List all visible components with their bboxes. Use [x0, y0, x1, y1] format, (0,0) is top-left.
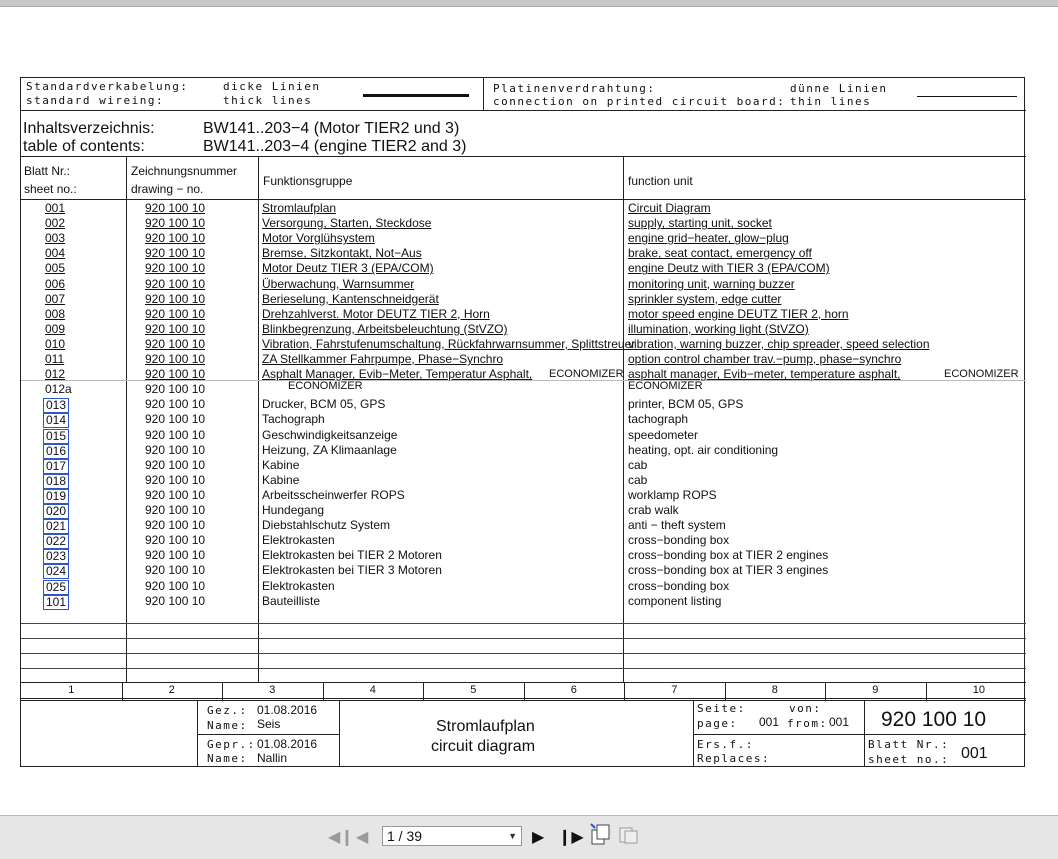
row-function-unit: motor speed engine DEUTZ TIER 2, horn	[628, 306, 849, 321]
row-sheet-number: 007	[45, 291, 66, 306]
row-function-group: Motor Deutz TIER 3 (EPA/COM)	[262, 261, 434, 276]
row-drawing-number: 920 100 10	[145, 548, 206, 563]
row-function-group: Blinkbegrenzung, Arbeitsbeleuchtung (StVZO)	[262, 321, 508, 336]
economizer-en-next: ECONOMIZER	[628, 380, 703, 392]
replaces-label-de: Ers.f.:	[697, 738, 754, 751]
row-drawing-number: 920 100 10	[145, 336, 206, 351]
row-function-unit: crab walk	[628, 503, 679, 517]
row-function-unit: engine Deutz with TIER 3 (EPA/COM)	[628, 261, 830, 276]
sheet-value: 001	[961, 745, 988, 762]
row-drawing-number: 920 100 10	[145, 352, 206, 366]
row-function-group: Elektrokasten	[262, 578, 335, 593]
row-sheet-number: 006	[45, 276, 66, 291]
row-function-unit: asphalt manager, Evib−meter, temperature asphalt,	[628, 367, 901, 382]
row-function-group: Berieselung, Kantenschneidgerät	[262, 291, 439, 306]
row-function-unit: speedometer	[628, 427, 699, 442]
page-value: 001	[759, 715, 780, 729]
viewer-toolbar	[0, 815, 1058, 859]
row-function-group: Überwachung, Warnsummer	[262, 276, 415, 291]
row-function-unit: option control chamber trav.−pump, phase−synchro	[628, 352, 902, 366]
row-function-unit: brake, seat contact, emergency off	[628, 246, 812, 261]
row-function-group: Diebstahlschutz System	[262, 518, 391, 533]
thick-lines-label-en: thick lines	[223, 94, 313, 107]
row-function-unit: cross−bonding box	[628, 578, 730, 593]
page-label-en: page:	[697, 717, 738, 730]
grid-number: 10	[972, 684, 985, 696]
row-sheet-number: 012a	[45, 382, 72, 397]
row-function-group: Tachograph	[262, 412, 325, 427]
row-sheet-number: 022	[43, 534, 69, 549]
row-sheet-number: 019	[43, 489, 69, 504]
drawn-name: Seis	[257, 717, 281, 731]
row-function-group: Heizung, ZA Klimaanlage	[262, 442, 397, 457]
row-drawing-number: 920 100 10	[145, 321, 206, 336]
row-function-unit: cross−bonding box at TIER 3 engines	[628, 563, 829, 578]
row-drawing-number: 920 100 10	[145, 518, 206, 533]
col-drawing-de: Zeichnungsnummer	[131, 164, 238, 178]
row-sheet-number: 011	[45, 352, 65, 366]
thin-line-sample	[917, 96, 1017, 97]
row-drawing-number: 920 100 10	[145, 397, 206, 412]
row-function-unit: worklamp ROPS	[628, 487, 717, 502]
row-drawing-number: 920 100 10	[145, 201, 206, 215]
row-function-unit: illumination, working light (StVZO)	[628, 321, 809, 336]
checked-label-de: Gepr.:	[207, 738, 256, 751]
toc-title-de: BW141..203−4 (Motor TIER2 und 3)	[203, 120, 460, 137]
toc-label-en: table of contents:	[23, 138, 145, 155]
replaces-label-en: Replaces:	[697, 752, 771, 765]
export-icon[interactable]	[617, 822, 639, 850]
diagram-title-de: Stromlaufplan	[436, 718, 535, 735]
schematic-sheet	[20, 77, 1025, 767]
row-function-unit: cab	[628, 472, 648, 487]
row-function-unit: anti − theft system	[628, 518, 726, 533]
standard-wiring-label-de: Standardverkabelung:	[26, 80, 189, 93]
row-function-group: Vibration, Fahrstufenumschaltung, Rückfahrwarnsummer, Splittstreuer	[262, 336, 636, 351]
row-function-group: Bauteilliste	[262, 593, 321, 608]
row-drawing-number: 920 100 10	[145, 503, 206, 517]
row-function-unit: cab	[628, 457, 648, 472]
row-drawing-number: 920 100 10	[145, 427, 206, 442]
row-sheet-number: 101	[43, 595, 69, 610]
row-function-group: Geschwindigkeitsanzeige	[262, 427, 398, 442]
standard-wiring-label-en: standard wireing:	[26, 94, 165, 107]
col-function-unit: function unit	[628, 174, 693, 188]
economizer-de-inline: ECONOMIZER	[549, 368, 624, 380]
row-sheet-number: 020	[43, 504, 69, 519]
of-label-en: from:	[787, 717, 828, 730]
row-sheet-number: 009	[45, 321, 66, 336]
grid-number: 1	[68, 684, 75, 696]
row-sheet-number: 004	[45, 246, 66, 261]
row-drawing-number: 920 100 10	[145, 246, 206, 261]
drawn-label-en: Name:	[207, 719, 248, 732]
row-function-group: Elektrokasten bei TIER 2 Motoren	[262, 548, 442, 563]
pcb-wiring-label-en: connection on printed circuit board:	[493, 95, 786, 108]
pcb-wiring-label-de: Platinenverdrahtung:	[493, 82, 656, 95]
row-drawing-number: 920 100 10	[145, 578, 206, 593]
economizer-en-inline: ECONOMIZER	[944, 368, 1019, 380]
row-drawing-number: 920 100 10	[145, 382, 206, 397]
first-page-icon[interactable]: ◀❙	[328, 829, 354, 846]
grid-number: 8	[771, 684, 778, 696]
row-function-unit: vibration, warning buzzer, chip spreader, speed selection	[628, 336, 930, 351]
row-drawing-number: 920 100 10	[145, 231, 206, 246]
of-label-de: von:	[789, 702, 822, 715]
page-select[interactable]	[382, 826, 522, 846]
row-drawing-number: 920 100 10	[145, 563, 206, 578]
row-sheet-number: 014	[43, 413, 69, 428]
thick-line-sample	[363, 94, 469, 97]
row-drawing-number: 920 100 10	[145, 442, 206, 457]
grid-number: 9	[872, 684, 879, 696]
col-function-group: Funktionsgruppe	[263, 174, 353, 188]
drawn-date: 01.08.2016	[257, 703, 318, 717]
row-drawing-number: 920 100 10	[145, 412, 206, 427]
checked-date: 01.08.2016	[257, 737, 318, 751]
row-function-unit: monitoring unit, warning buzzer	[628, 276, 795, 291]
last-page-icon[interactable]: ❙▶	[558, 829, 584, 846]
col-sheet-en: sheet no.:	[24, 182, 77, 196]
row-function-unit: Circuit Diagram	[628, 201, 711, 215]
grid-number: 4	[369, 684, 376, 696]
row-sheet-number: 021	[43, 519, 69, 534]
row-function-unit: heating, opt. air conditioning	[628, 442, 779, 457]
row-sheet-number: 023	[43, 549, 69, 564]
page-label-de: Seite:	[697, 702, 746, 715]
row-sheet-number: 025	[43, 580, 69, 595]
row-function-group: ZA Stellkammer Fahrpumpe, Phase−Synchro	[262, 352, 504, 366]
row-drawing-number: 920 100 10	[145, 261, 206, 276]
row-function-group: Kabine	[262, 457, 300, 472]
row-function-group: Asphalt Manager, Evib−Meter, Temperatur Asphalt,	[262, 367, 533, 382]
diagram-title-en: circuit diagram	[431, 738, 536, 755]
toc-title-en: BW141..203−4 (engine TIER2 and 3)	[203, 138, 467, 155]
row-sheet-number: 017	[43, 459, 69, 474]
row-sheet-number: 018	[43, 474, 69, 489]
row-function-unit: tachograph	[628, 412, 689, 427]
checked-name: Nallin	[257, 751, 288, 765]
row-sheet-number: 008	[45, 306, 66, 321]
drawing-number: 920 100 10	[881, 708, 987, 731]
row-drawing-number: 920 100 10	[145, 367, 206, 382]
row-drawing-number: 920 100 10	[145, 291, 206, 306]
row-sheet-number: 003	[45, 231, 66, 246]
drawn-label-de: Gez.:	[207, 704, 248, 717]
row-function-unit: sprinkler system, edge cutter	[628, 291, 782, 306]
row-drawing-number: 920 100 10	[145, 533, 206, 548]
row-function-unit: supply, starting unit, socket	[628, 216, 772, 231]
row-function-group: Drehzahlverst. Motor DEUTZ TIER 2, Horn	[262, 306, 490, 321]
chevron-down-icon: ▼	[508, 831, 517, 841]
row-sheet-number: 012	[45, 367, 66, 382]
row-sheet-number: 015	[43, 429, 69, 444]
row-function-unit: printer, BCM 05, GPS	[628, 397, 744, 412]
grid-number: 5	[470, 684, 477, 696]
col-sheet-de: Blatt Nr.:	[24, 164, 71, 178]
previous-page-icon[interactable]: ◀	[356, 829, 369, 846]
page-layout-icon[interactable]	[589, 822, 611, 850]
sheet-label-en: sheet no.:	[868, 753, 950, 766]
row-function-group: Elektrokasten bei TIER 3 Motoren	[262, 563, 442, 578]
thin-lines-label-en: thin lines	[790, 95, 872, 108]
next-page-icon[interactable]: ▶	[532, 829, 545, 846]
row-function-group: Bremse, Sitzkontakt, Not−Aus	[262, 246, 422, 261]
row-sheet-number: 016	[43, 444, 69, 459]
row-sheet-number: 013	[43, 398, 69, 413]
of-value: 001	[829, 715, 850, 729]
row-sheet-number: 001	[45, 201, 66, 215]
row-function-unit: cross−bonding box	[628, 533, 730, 548]
economizer-de-next: ECONOMIZER	[288, 380, 363, 392]
row-sheet-number: 005	[45, 261, 66, 276]
row-function-unit: engine grid−heater, glow−plug	[628, 231, 789, 246]
col-drawing-en: drawing − no.	[131, 182, 204, 196]
row-drawing-number: 920 100 10	[145, 487, 206, 502]
row-function-group: Drucker, BCM 05, GPS	[262, 397, 386, 412]
row-function-group: Hundegang	[262, 503, 325, 517]
row-function-group: Versorgung, Starten, Steckdose	[262, 216, 432, 231]
row-drawing-number: 920 100 10	[145, 457, 206, 472]
row-function-group: Stromlaufplan	[262, 201, 337, 215]
sheet-label-de: Blatt Nr.:	[868, 738, 950, 751]
grid-number: 3	[269, 684, 276, 696]
row-function-unit: cross−bonding box at TIER 2 engines	[628, 548, 829, 563]
row-drawing-number: 920 100 10	[145, 216, 206, 231]
row-sheet-number: 010	[45, 336, 66, 351]
viewer-top-bar	[0, 0, 1058, 7]
row-function-group: Kabine	[262, 472, 300, 487]
row-function-group: Motor Vorglühsystem	[262, 231, 375, 246]
thick-lines-label-de: dicke Linien	[223, 80, 321, 93]
row-drawing-number: 920 100 10	[145, 472, 206, 487]
row-drawing-number: 920 100 10	[145, 306, 206, 321]
row-sheet-number: 002	[45, 216, 66, 231]
row-function-group: Elektrokasten	[262, 533, 335, 548]
grid-number: 7	[671, 684, 678, 696]
grid-number: 6	[570, 684, 577, 696]
row-function-unit: component listing	[628, 593, 722, 608]
toc-label-de: Inhaltsverzeichnis:	[23, 120, 155, 137]
row-function-group: Arbeitsscheinwerfer ROPS	[262, 487, 405, 502]
row-drawing-number: 920 100 10	[145, 593, 206, 608]
grid-number: 2	[168, 684, 175, 696]
thin-lines-label-de: dünne Linien	[790, 82, 888, 95]
row-drawing-number: 920 100 10	[145, 276, 206, 291]
row-sheet-number: 024	[43, 564, 69, 579]
checked-label-en: Name:	[207, 752, 248, 765]
page-indicator: 1 / 39	[387, 828, 423, 844]
